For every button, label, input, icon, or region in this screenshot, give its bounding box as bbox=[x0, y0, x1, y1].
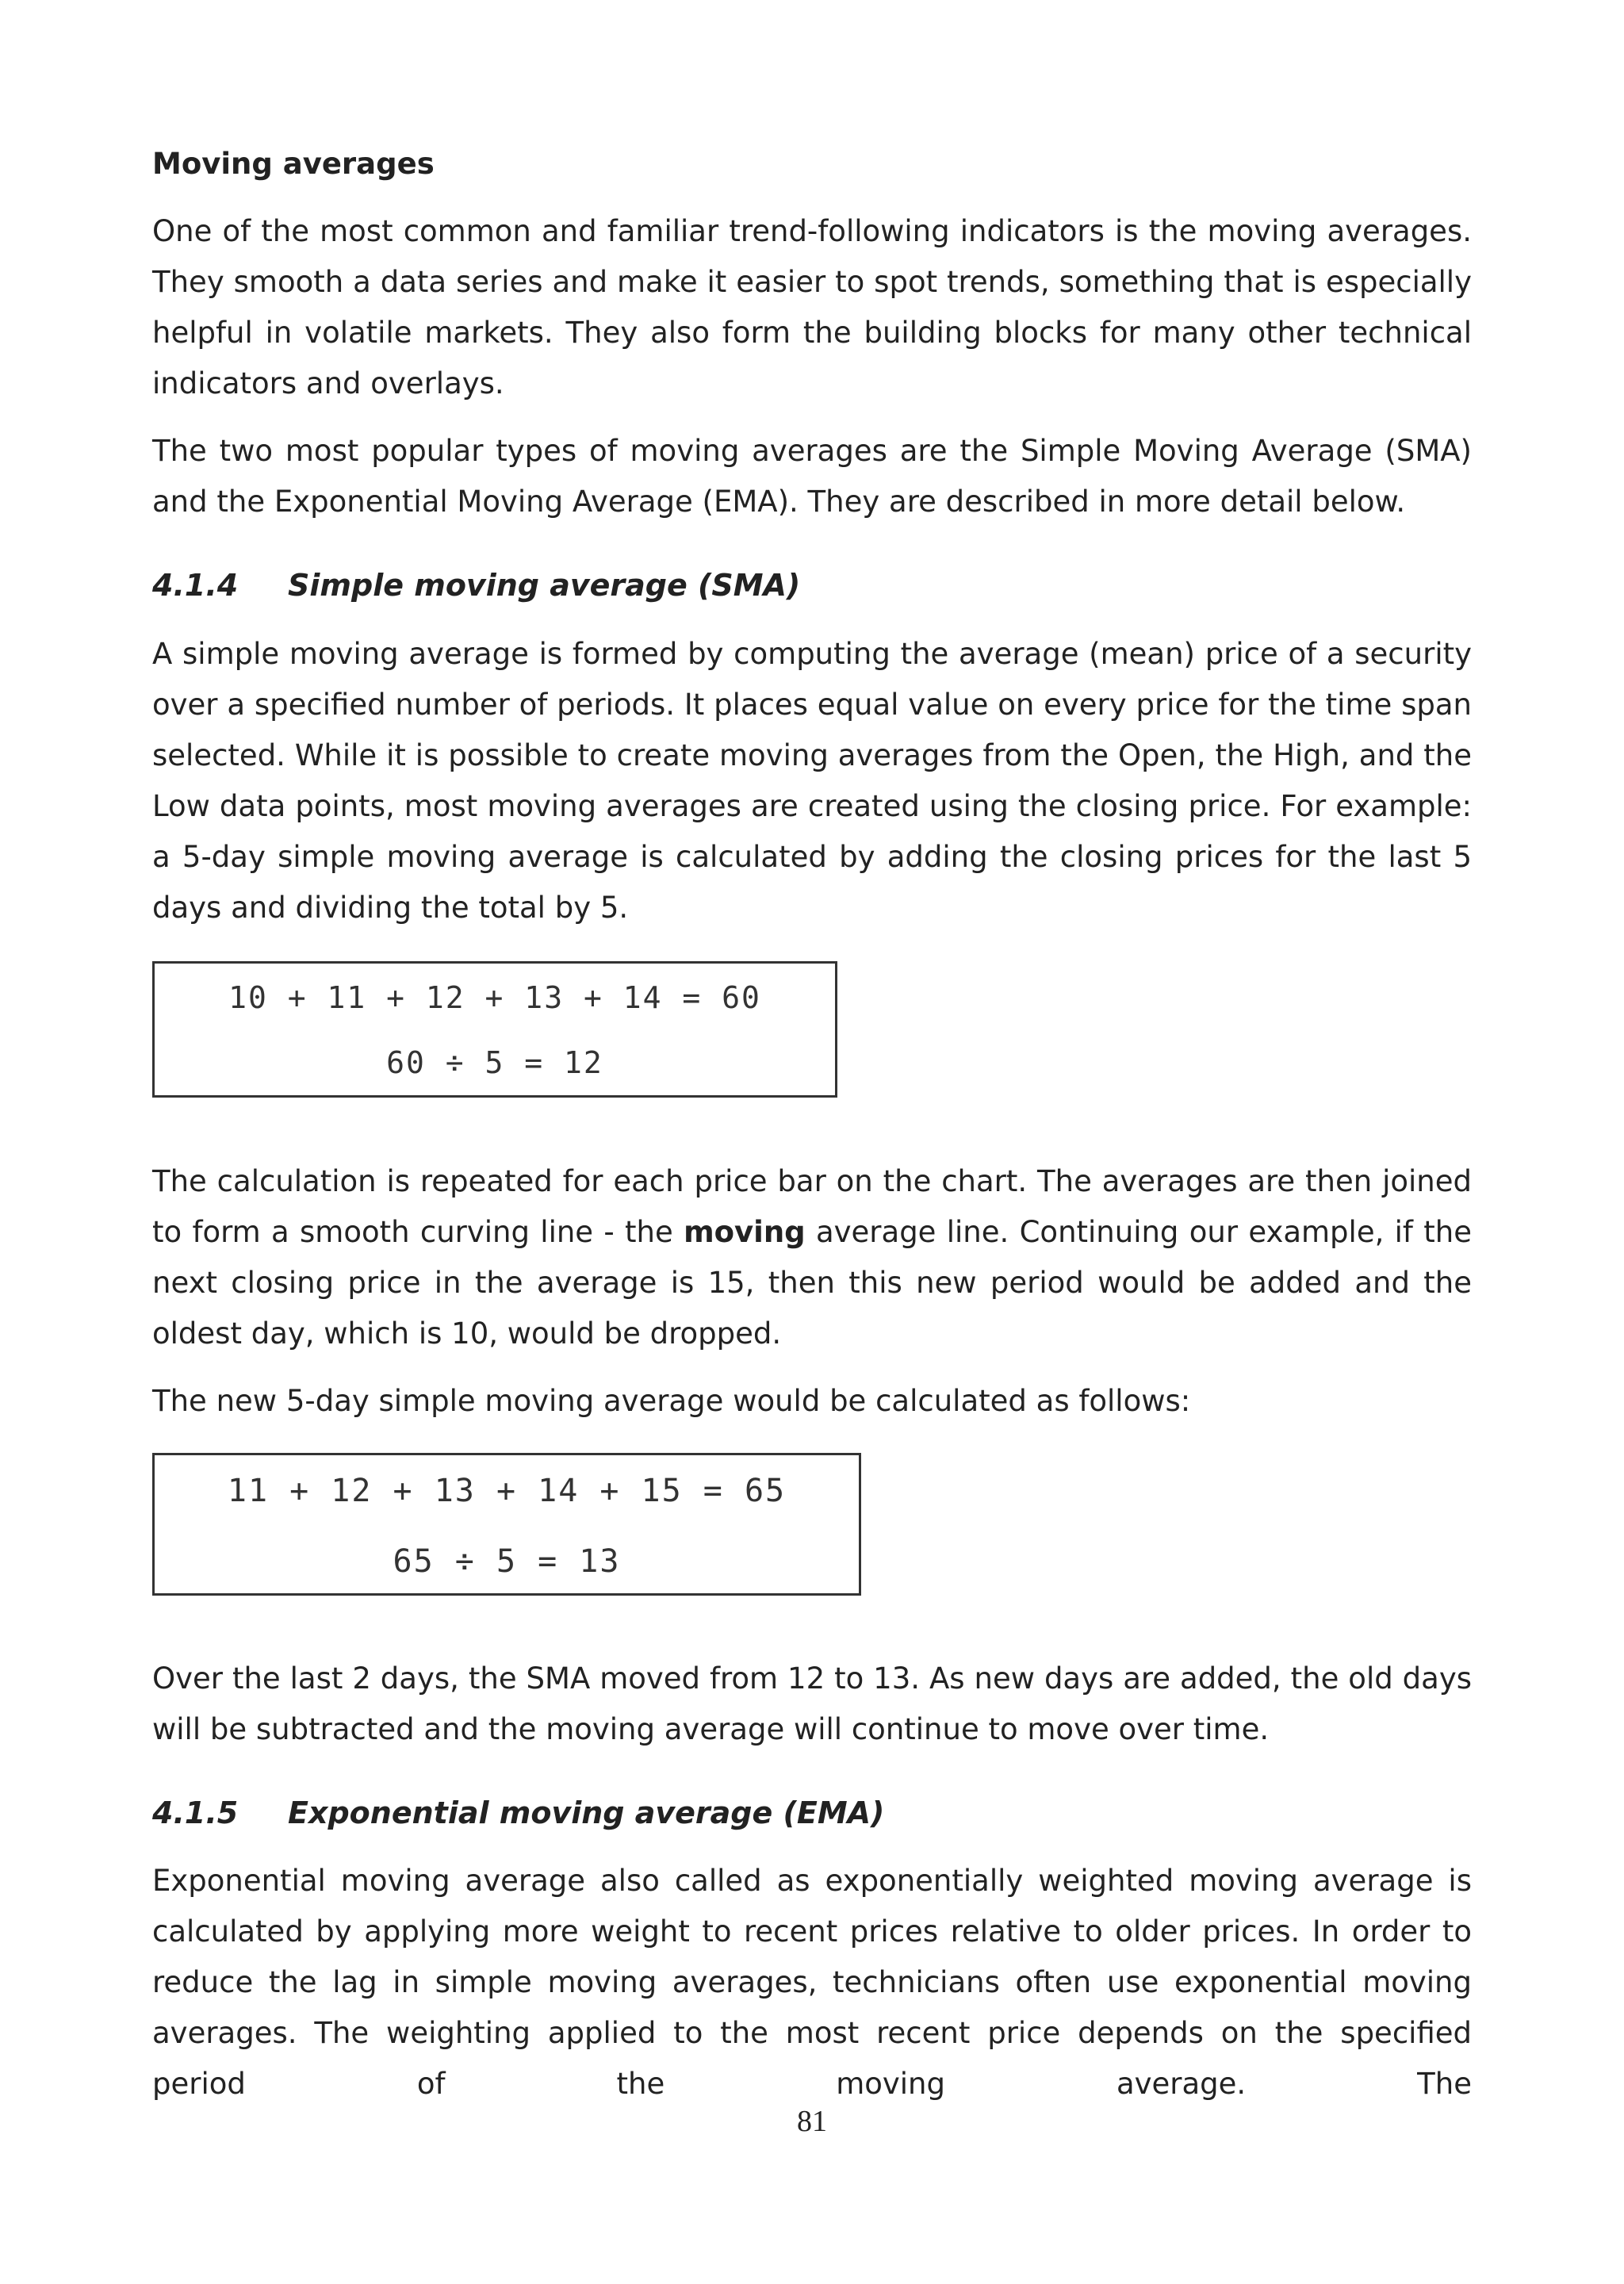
calculation-sum: 11 + 12 + 13 + 14 + 15 = 65 bbox=[227, 1473, 787, 1509]
sma-paragraph-4: Over the last 2 days, the SMA moved from 12 to 13. As new days are added, the old days will be subtracted and the moving average will continue to move over time. bbox=[152, 1661, 1472, 1746]
moving-averages-paragraph-1: One of the most common and familiar trend-following indicators is the moving averages. They smooth a data series and make it easier to spot trends, something that is especially helpful in volatile markets. They also form the building blocks for many other technical indicators and overlays. bbox=[152, 214, 1472, 400]
page-number: 81 bbox=[797, 2105, 827, 2138]
ema-section-title: Exponential moving average (EMA) bbox=[288, 1795, 885, 1830]
sma-section-number: 4.1.4 bbox=[152, 568, 239, 603]
calculation-division: 60 ÷ 5 = 12 bbox=[386, 1045, 603, 1080]
sma-calculation-box-2 bbox=[152, 1453, 861, 1596]
sma-paragraph-1: A simple moving average is formed by computing the average (mean) price of a security over a specified number of periods. It places equal value on every price for the time span selected. While it is possible to create moving averages from the Open, the High, and the Low data points, most moving averages are created using the closing price. For example: a 5-day simple moving average is calculated by adding the closing prices for the last 5 days and dividing the total by 5. bbox=[152, 637, 1472, 925]
ema-section-number: 4.1.5 bbox=[152, 1795, 239, 1830]
sma-section-heading bbox=[152, 560, 1472, 611]
calculation-sum: 10 + 11 + 12 + 13 + 14 = 60 bbox=[228, 980, 761, 1015]
sma-paragraph-2-start: The calculation is repeated for each price bar on the chart. The averages are then joined to form a smooth curving line - the bbox=[152, 1164, 1472, 1249]
calculation-division: 65 ÷ 5 = 13 bbox=[393, 1543, 621, 1580]
sma-calculation-box-1 bbox=[152, 961, 837, 1098]
sma-paragraph-3: The new 5-day simple moving average would be calculated as follows: bbox=[152, 1384, 1191, 1418]
ema-section-heading bbox=[152, 1788, 1472, 1838]
sma-paragraph-2 bbox=[152, 1156, 1472, 1359]
moving-averages-heading: Moving averages bbox=[152, 147, 435, 181]
sma-section-title: Simple moving average (SMA) bbox=[288, 568, 801, 603]
sma-paragraph-2-end: average line. Continuing our example, if the next closing price in the average is 15, then this new period would be added and the oldest day, which is 10, would be dropped. bbox=[152, 1215, 1472, 1351]
ema-paragraph-1: Exponential moving average also called as exponentially weighted moving average is calculated by applying more weight to recent prices relative to older prices. In order to reduce the lag in simple moving averages, technicians often use exponential moving averages. The weighting applied to the most recent price depends on the specified period of the moving average. The bbox=[152, 1864, 1472, 2101]
moving-bold-word: moving bbox=[684, 1215, 806, 1249]
document-page bbox=[152, 0, 1472, 2284]
moving-averages-paragraph-2: The two most popular types of moving averages are the Simple Moving Average (SMA) and the Exponential Moving Average (EMA). They are described in more detail below. bbox=[152, 434, 1472, 519]
